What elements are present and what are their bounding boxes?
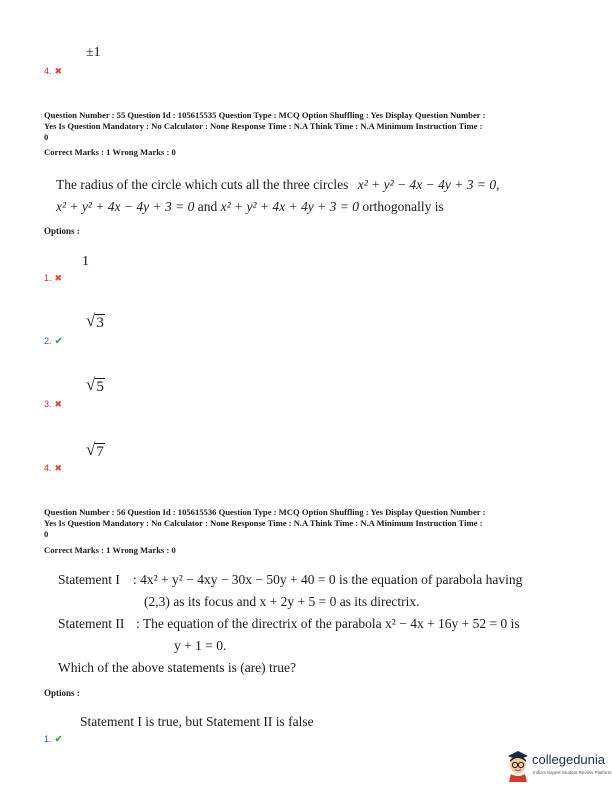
q56-stmt2-line2: y + 1 = 0.	[174, 638, 227, 653]
logo-name: collegedunia	[532, 752, 606, 767]
q56-meta-line1: Question Number : 56 Question Id : 105615536 Question Type : MCQ Option Shuffling : Yes Display Question Number :	[44, 507, 486, 517]
q55-text-end: orthogonally is	[362, 199, 444, 214]
q55-meta	[44, 110, 604, 143]
q55-meta-line3: 0	[44, 132, 49, 142]
q55-option-1-value: 1	[82, 254, 89, 269]
collegedunia-logo	[505, 748, 612, 784]
q56-stmt1-line2: (2,3) as its focus and x + 2y + 5 = 0 as its directrix.	[144, 594, 420, 609]
q55-option-4-value: √ 7	[86, 440, 104, 460]
q56-option-1-label	[44, 734, 63, 745]
q55-option-3-number: 3.	[44, 399, 52, 409]
correct-mark-icon: ✔	[54, 336, 63, 347]
q55-eq3: x² + y² + 4x + 4y + 3 = 0	[220, 199, 359, 214]
q56-meta-line3: 0	[44, 529, 49, 539]
q55-option-4-number: 4.	[44, 463, 52, 473]
q55-text-line1: The radius of the circle which cuts all the three circles	[56, 177, 349, 192]
q55-option-2-label	[44, 336, 63, 347]
q56-meta	[44, 507, 604, 540]
wrong-mark-icon: ✖	[54, 273, 63, 283]
q56-marks: Correct Marks : 1 Wrong Marks : 0	[44, 545, 176, 555]
prev-option-4-number: 4.	[44, 66, 52, 76]
q55-and: and	[197, 199, 218, 214]
wrong-mark-icon: ✖	[54, 463, 63, 473]
prev-option-4-value: ±1	[86, 45, 101, 60]
wrong-mark-icon: ✖	[54, 66, 63, 76]
sqrt-icon: √	[86, 440, 96, 459]
q55-options-label: Options :	[44, 226, 80, 236]
graduate-mascot-icon	[505, 748, 531, 782]
sqrt-icon: √	[86, 311, 96, 330]
q55-meta-line1: Question Number : 55 Question Id : 105615535 Question Type : MCQ Option Shuffling : Yes Display Question Number :	[44, 110, 486, 120]
q55-option-2-value: √ 3	[86, 311, 104, 331]
q55-eq2: x² + y² + 4x − 4y + 3 = 0	[56, 199, 195, 214]
q56-stmt2-label: Statement II	[58, 616, 125, 631]
q55-question-text	[56, 174, 606, 218]
q55-eq1: x² + y² − 4x − 4y + 3 = 0,	[357, 177, 500, 192]
q56-question: Which of the above statements is (are) true?	[58, 660, 297, 675]
q56-options-label: Options :	[44, 688, 80, 698]
q55-meta-line2: Yes Is Question Mandatory : No Calculator : None Response Time : N.A Think Time : N.A Minimum Instruction Time :	[44, 121, 483, 131]
q56-option-1-number: 1.	[44, 734, 52, 744]
q56-stmt2-line1: : The equation of the directrix of the parabola x² − 4x + 16y + 52 = 0 is	[136, 616, 520, 631]
q55-marks: Correct Marks : 1 Wrong Marks : 0	[44, 147, 176, 157]
q55-option-1-number: 1.	[44, 273, 52, 283]
q55-option-3-label	[44, 399, 62, 410]
q56-option-1-value: Statement I is true, but Statement II is false	[80, 714, 314, 729]
sqrt-icon: √	[86, 375, 96, 394]
q55-option-2-number: 2.	[44, 336, 52, 346]
q55-option-3-value: √ 5	[86, 375, 104, 395]
q56-stmt1-line1: : 4x² + y² − 4xy − 30x − 50y + 40 = 0 is the equation of parabola having	[133, 572, 523, 587]
q55-option-4-label	[44, 463, 62, 474]
prev-option-4-label	[44, 66, 62, 77]
q56-question-text	[58, 569, 608, 679]
logo-tagline: India's largest Student Review Platform	[533, 770, 612, 775]
q56-meta-line2: Yes Is Question Mandatory : No Calculator : None Response Time : N.A Think Time : N.A Minimum Instruction Time :	[44, 518, 483, 528]
q56-stmt1-label: Statement I	[58, 572, 120, 587]
correct-mark-icon: ✔	[54, 734, 63, 745]
q55-option-1-label	[44, 273, 62, 284]
wrong-mark-icon: ✖	[54, 399, 63, 409]
